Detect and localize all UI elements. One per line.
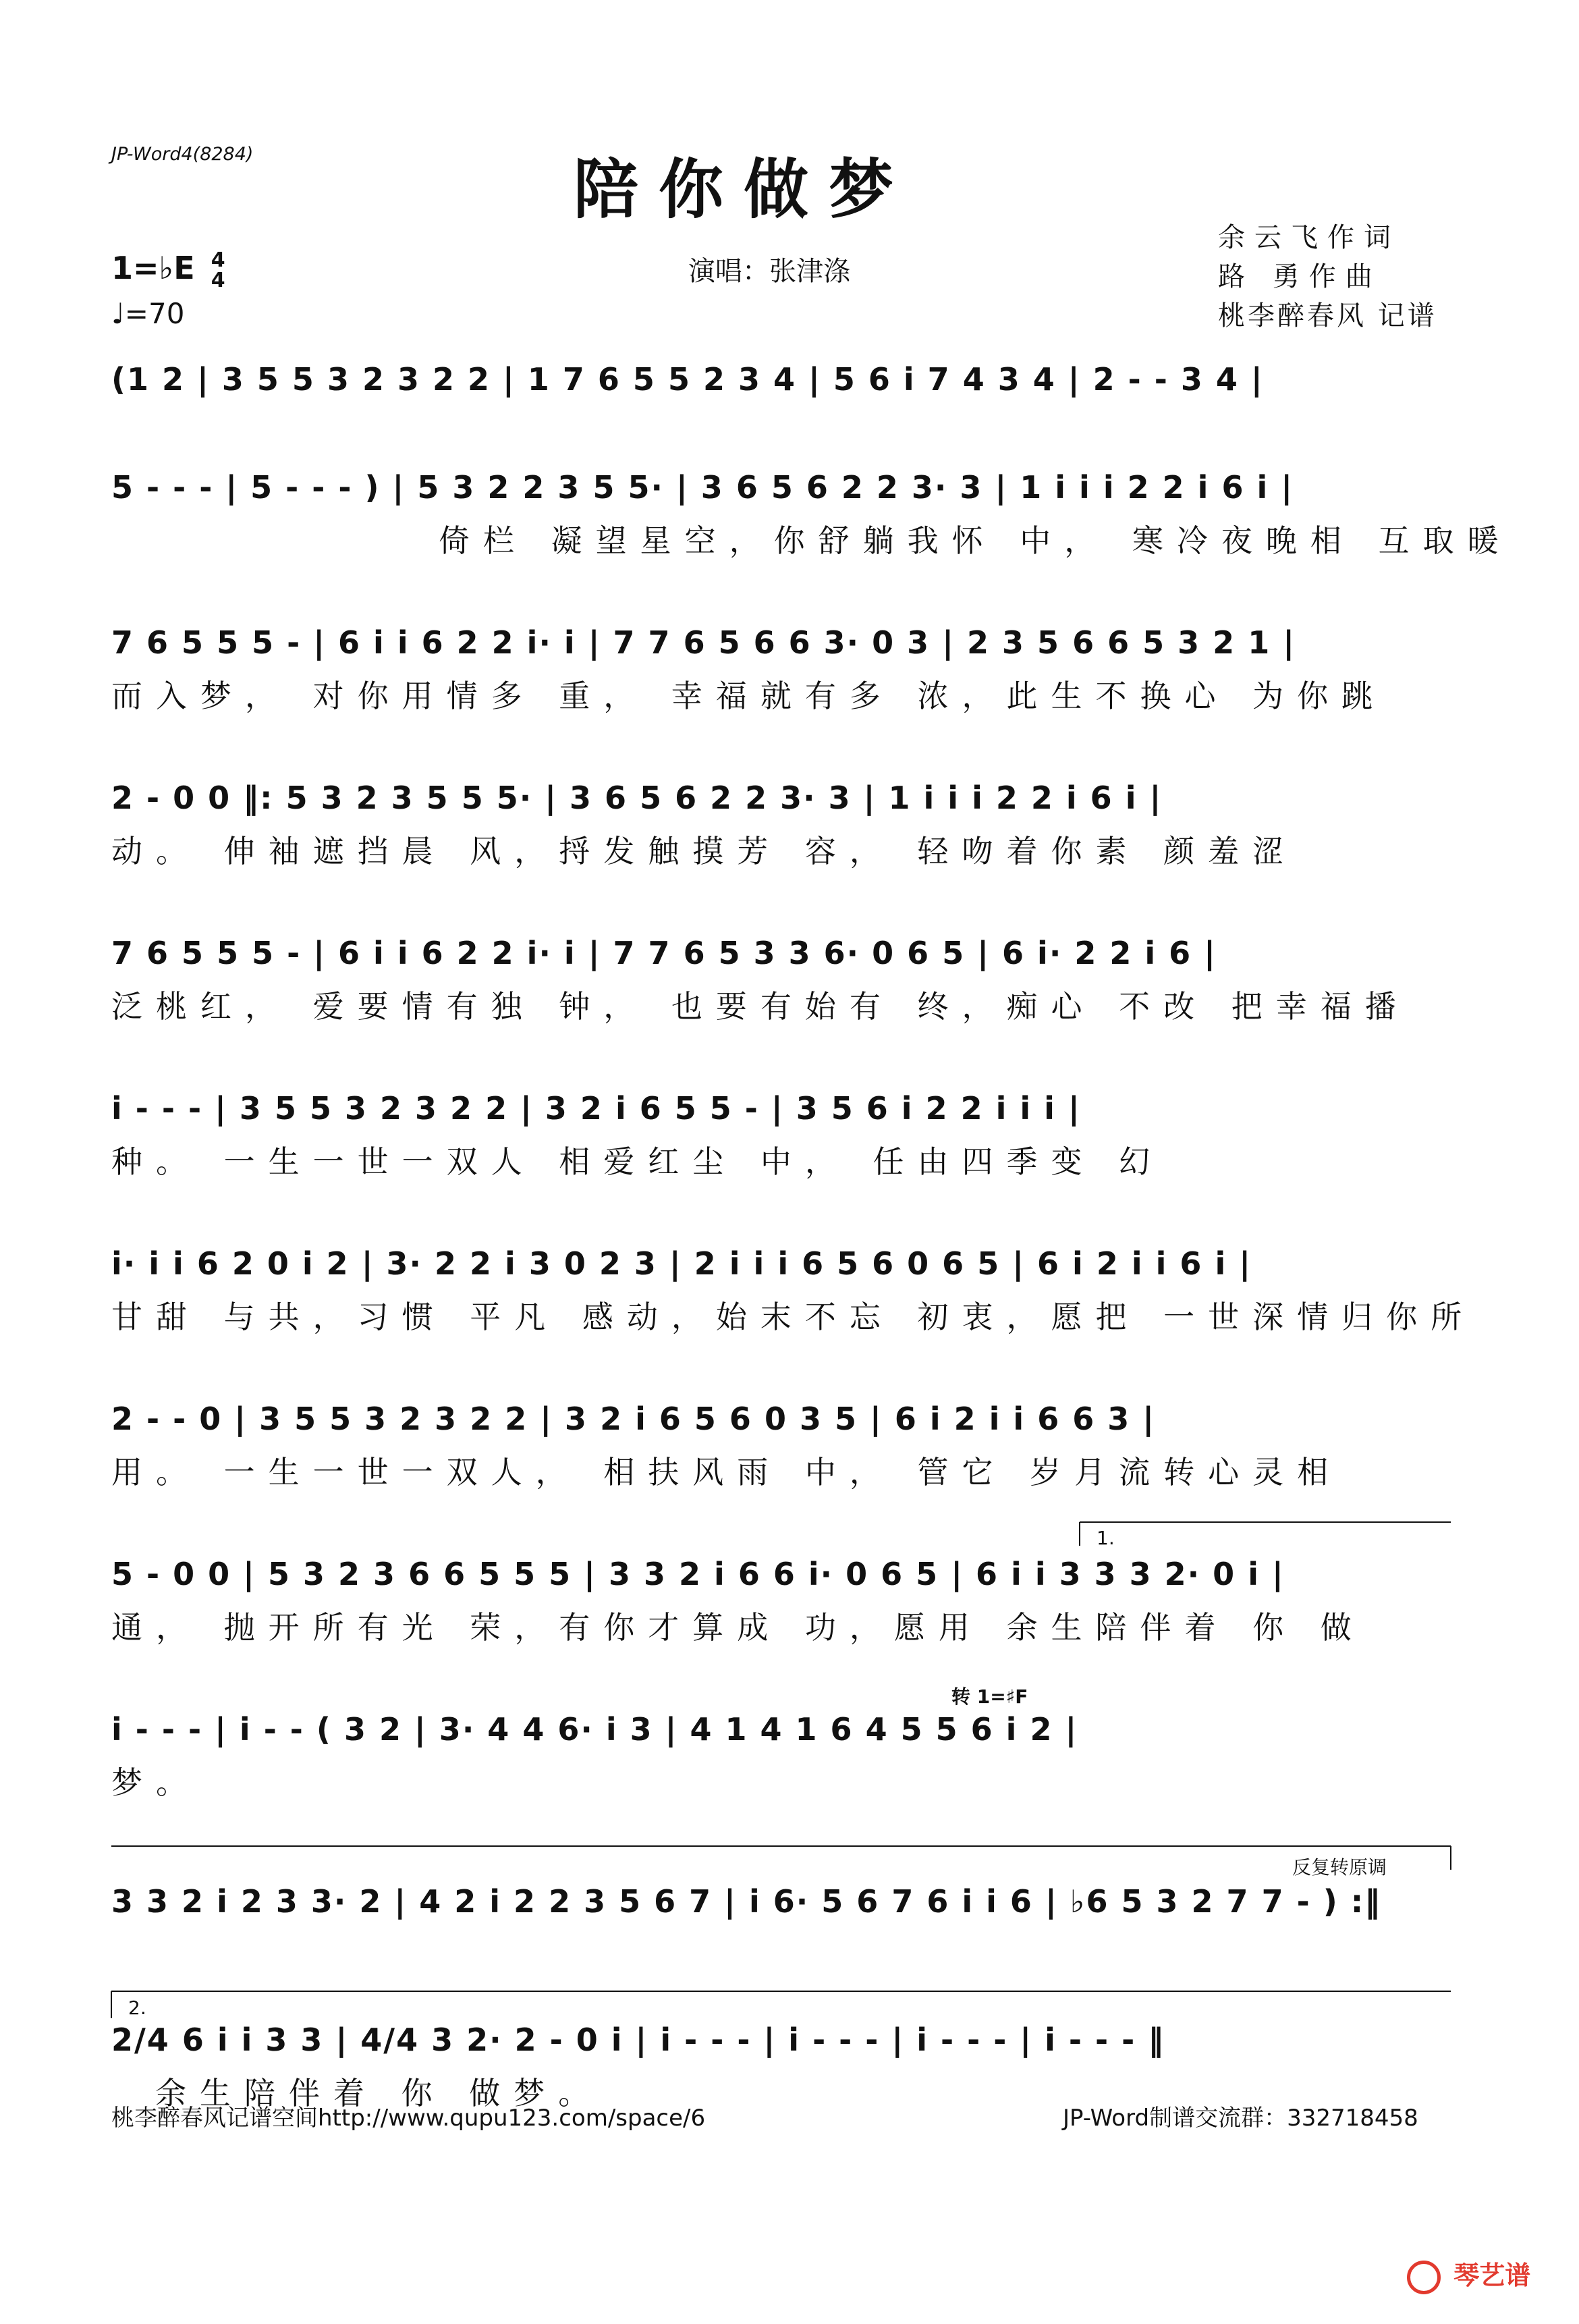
system-11-notes: 3 3 2 i 2 3 3· 2 | 4 2 i 2 2 3 5 6 7 | i 6· 5 6 7 6 i i 6 | ♭6 5 3 2 7 7 - ) :‖ bbox=[111, 1883, 1382, 1920]
footer-source-link[interactable]: 桃李醉春风记谱空间http://www.qupu123.com/space/6 bbox=[111, 2105, 706, 2132]
site-logo bbox=[1407, 2254, 1530, 2294]
composer-credit: 路 勇作曲 bbox=[1218, 261, 1382, 292]
system-5-lyrics: 泛桃红， 爱要情有独 钟， 也要有始有 终，痴心 不改 把幸福播 bbox=[111, 988, 1410, 1025]
system-12-notes: 2/4 6 i i 3 3 | 4/4 3 2· 2 - 0 i | i - - - | i - - - | i - - - | i - - - ‖ bbox=[111, 2022, 1165, 2058]
system-3-lyrics: 而入梦， 对你用情多 重， 幸福就有多 浓，此生不换心 为你跳 bbox=[111, 678, 1387, 714]
singer-credit: 演唱：张津涤 bbox=[688, 256, 850, 287]
logo-icon bbox=[1407, 2261, 1441, 2294]
system-6-notes: i - - - | 3 5 5 3 2 3 2 2 | 3 2 i 6 5 5 - | 3 5 6 i 2 2 i i i | bbox=[111, 1090, 1081, 1127]
key-signature bbox=[111, 250, 225, 291]
time-sig-top: 4 bbox=[211, 248, 225, 272]
system-7-notes: i· i i 6 2 0 i 2 | 3· 2 2 i 3 0 2 3 | 2 i i i 6 5 6 0 6 5 | 6 i 2 i i 6 i | bbox=[111, 1245, 1252, 1282]
return-key-note: 反复转原调 bbox=[1292, 1856, 1387, 1879]
system-2-lyrics: 倚栏 凝望星空，你舒躺我怀 中， 寒冷夜晚相 互取暖 bbox=[439, 522, 1512, 559]
system-9-notes: 5 - 0 0 | 5 3 2 3 6 6 5 5 5 | 3 3 2 i 6 6 i· 0 6 5 | 6 i i 3 3 3 2· 0 i | bbox=[111, 1556, 1285, 1592]
volta-2-label: 2. bbox=[128, 1997, 146, 2019]
system-8-notes: 2 - - 0 | 3 5 5 3 2 3 2 2 | 3 2 i 6 5 6 0 3 5 | 6 i 2 i i 6 6 3 | bbox=[111, 1401, 1156, 1437]
software-label: JP-Word4(8284) bbox=[111, 144, 254, 165]
system-7-lyrics: 甘甜 与共，习惯 平凡 感动，始末不忘 初衷，愿把 一世深情归你所 bbox=[111, 1299, 1476, 1335]
footer-group-info: JP-Word制谱交流群：332718458 bbox=[1063, 2105, 1418, 2132]
system-10-notes: i - - - | i - - ( 3 2 | 3· 4 4 6· i 3 | 4 1 4 1 6 4 5 5 6 i 2 | bbox=[111, 1711, 1078, 1748]
tempo-mark: ♩=70 bbox=[111, 297, 185, 330]
volta-1-label: 1. bbox=[1097, 1527, 1115, 1549]
time-sig-bottom: 4 bbox=[211, 268, 225, 292]
system-10-lyrics: 梦。 bbox=[111, 1764, 200, 1801]
system-6-lyrics: 种。 一生一世一双人 相爱红尘 中， 任由四季变 幻 bbox=[111, 1143, 1164, 1180]
logo-text: 琴艺谱 bbox=[1453, 2261, 1531, 2290]
system-4-notes: 2 - 0 0 ‖: 5 3 2 3 5 5 5· | 3 6 5 6 2 2 3· 3 | 1 i i i 2 2 i 6 i | bbox=[111, 780, 1163, 816]
lyricist-credit: 余云飞作词 bbox=[1218, 222, 1400, 253]
system-12-lyrics: 余生陪伴着 你 做梦。 bbox=[155, 2075, 603, 2111]
system-3-notes: 7 6 5 5 5 - | 6 i i 6 2 2 i· i | 7 7 6 5 6 6 3· 0 3 | 2 3 5 6 6 5 3 2 1 | bbox=[111, 624, 1296, 661]
modulation-label: 转 1=♯F bbox=[951, 1685, 1028, 1708]
system-8-lyrics: 用。 一生一世一双人， 相扶风雨 中， 管它 岁月流转心灵相 bbox=[111, 1454, 1342, 1490]
system-9-lyrics: 通， 抛开所有光 荣，有你才算成 功，愿用 余生陪伴着 你 做 bbox=[111, 1609, 1365, 1646]
song-title: 陪你做梦 bbox=[574, 151, 914, 227]
system-1-notes: (1 2 | 3 5 5 3 2 3 2 2 | 1 7 6 5 5 2 3 4 | 5 6 i 7 4 3 4 | 2 - - 3 4 | bbox=[111, 361, 1264, 398]
system-5-notes: 7 6 5 5 5 - | 6 i i 6 2 2 i· i | 7 7 6 5 3 3 6· 0 6 5 | 6 i· 2 2 i 6 | bbox=[111, 935, 1217, 971]
key-label: 1=♭E bbox=[111, 250, 195, 286]
system-2-notes: 5 - - - | 5 - - - ) | 5 3 2 2 3 5 5· | 3 6 5 6 2 2 3· 3 | 1 i i i 2 2 i 6 i | bbox=[111, 469, 1294, 506]
system-4-lyrics: 动。 伸袖遮挡晨 风，捋发触摸芳 容， 轻吻着你素 颜羞涩 bbox=[111, 833, 1298, 869]
time-signature bbox=[211, 250, 225, 291]
transcriber-credit: 桃李醉春风 记谱 bbox=[1218, 300, 1437, 331]
